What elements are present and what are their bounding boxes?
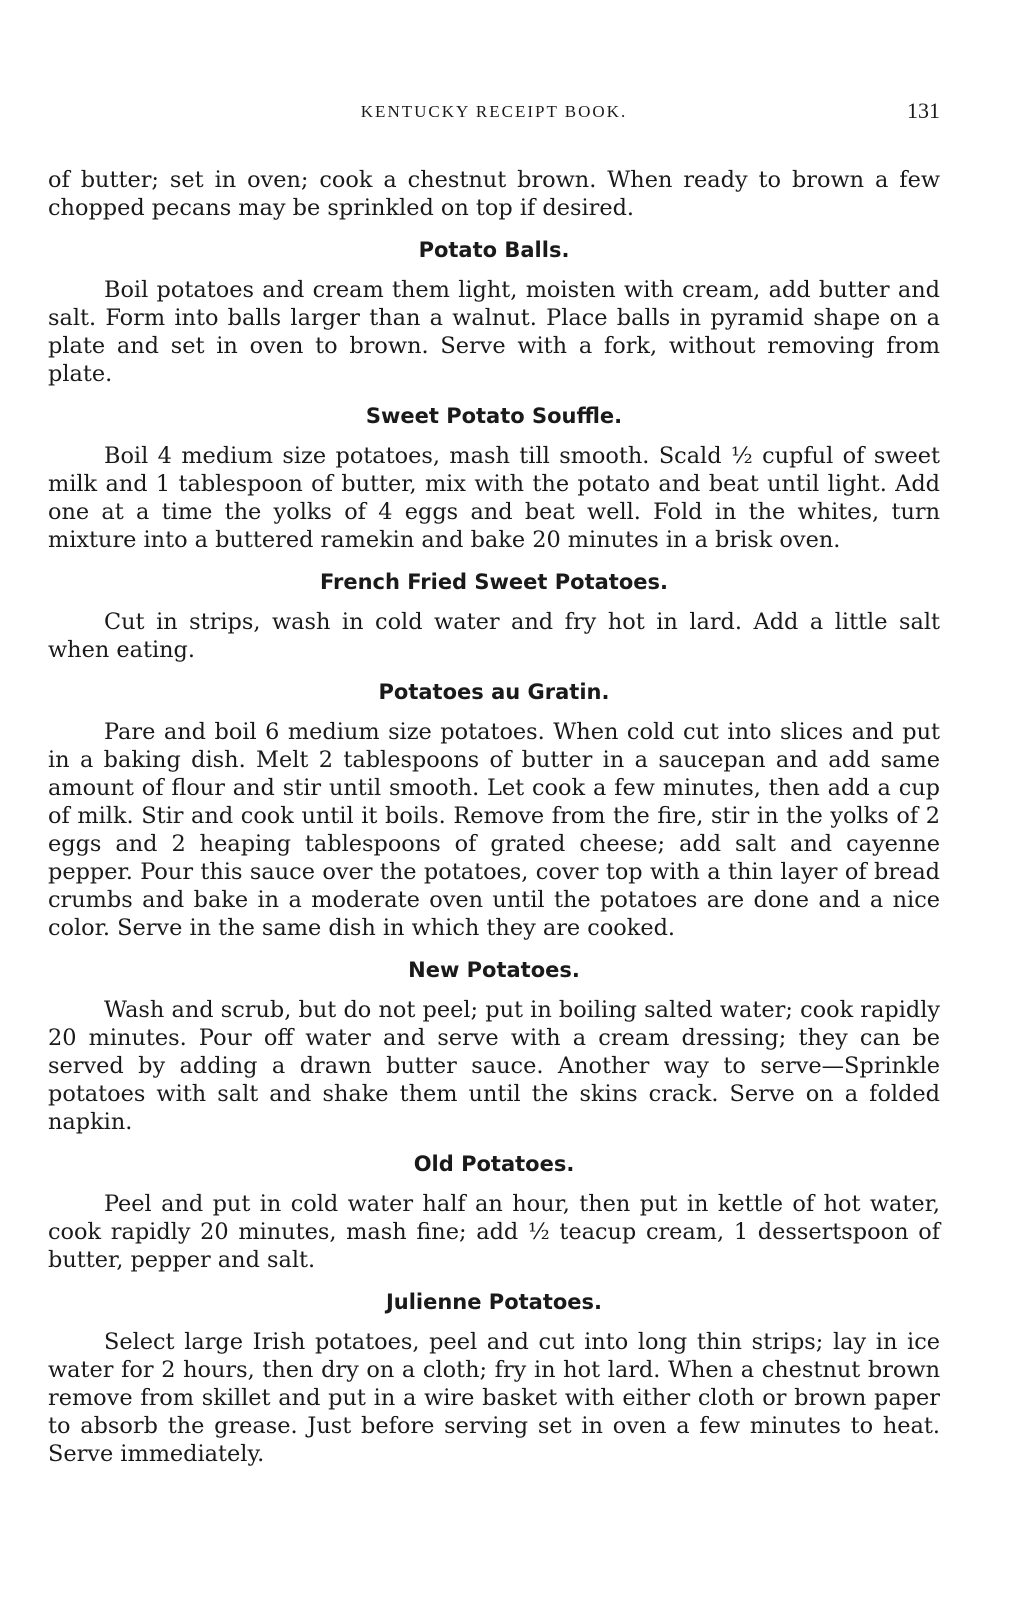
recipe-title: Sweet Potato Souffle. bbox=[365, 404, 623, 428]
running-title: KENTUCKY RECEIPT BOOK. bbox=[360, 102, 628, 121]
recipe-text: Select large Irish potatoes, peel and cut into long thin strips; lay in ice water for 2 hours, then dry on a cloth; fry in hot lard. When a chestnut brown remove from skillet and put in a wire basket with either cloth or brown paper to absorb the grease. Just before serving set in oven a few minutes to heat. Serve immediately. bbox=[48, 1329, 940, 1467]
recipe-text: Cut in strips, wash in cold water and fry hot in lard. Add a little salt when eating. bbox=[48, 609, 940, 663]
recipe-french-fried-sweet-potatoes bbox=[48, 568, 940, 664]
recipe-text: Boil potatoes and cream them light, moisten with cream, add butter and salt. Form into balls larger than a walnut. Place balls in pyramid shape on a plate and set in oven to brown. Serve with a fork, without removing from plate. bbox=[48, 277, 940, 387]
continuation-paragraph: of butter; set in oven; cook a chestnut brown. When ready to brown a few chopped pecans may be sprinkled on top if desired. bbox=[48, 167, 940, 221]
recipe-old-potatoes bbox=[48, 1150, 940, 1274]
recipe-text: Boil 4 medium size potatoes, mash till smooth. Scald ½ cupful of sweet milk and 1 tablespoon of butter, mix with the potato and beat until light. Add one at a time the yolks of 4 eggs and beat well. Fold in the whites, turn mixture into a buttered ramekin and bake 20 minutes in a brisk oven. bbox=[48, 443, 940, 553]
recipe-julienne-potatoes bbox=[48, 1288, 940, 1468]
book-page bbox=[48, 96, 940, 1468]
recipe-title: New Potatoes. bbox=[408, 958, 580, 982]
recipe-text: Peel and put in cold water half an hour, then put in kettle of hot water, cook rapidly 20 minutes, mash fine; add ½ teacup cream, 1 dessertspoon of butter, pepper and salt. bbox=[48, 1191, 940, 1273]
recipe-new-potatoes bbox=[48, 956, 940, 1136]
recipe-potatoes-au-gratin bbox=[48, 678, 940, 942]
recipe-title: Potato Balls. bbox=[418, 238, 570, 262]
recipe-title: Old Potatoes. bbox=[413, 1152, 575, 1176]
page-number: 131 bbox=[907, 98, 940, 123]
recipe-sweet-potato-souffle bbox=[48, 402, 940, 554]
recipe-title: Potatoes au Gratin. bbox=[378, 680, 610, 704]
running-head bbox=[48, 96, 940, 130]
recipe-text: Pare and boil 6 medium size potatoes. When cold cut into slices and put in a baking dish. Melt 2 tablespoons of butter in a saucepan and add same amount of flour and stir until smooth. Let cook a few minutes, then add a cup of milk. Stir and cook until it boils. Remove from the fire, stir in the yolks of 2 eggs and 2 heaping tablespoons of grated cheese; add salt and cayenne pepper. Pour this sauce over the potatoes, cover top with a thin layer of bread crumbs and bake in a moderate oven until the potatoes are done and a nice color. Serve in the same dish in which they are cooked. bbox=[48, 719, 940, 941]
continuation-paragraph-block bbox=[48, 166, 940, 222]
recipe-title: Julienne Potatoes. bbox=[385, 1290, 603, 1314]
recipe-text: Wash and scrub, but do not peel; put in boiling salted water; cook rapidly 20 minutes. Pour off water and serve with a cream dressing; they can be served by adding a drawn butter sauce. Another way to serve—Sprinkle potatoes with salt and shake them until the skins crack. Serve on a folded napkin. bbox=[48, 997, 940, 1135]
recipe-potato-balls bbox=[48, 236, 940, 388]
recipe-title: French Fried Sweet Potatoes. bbox=[320, 570, 668, 594]
